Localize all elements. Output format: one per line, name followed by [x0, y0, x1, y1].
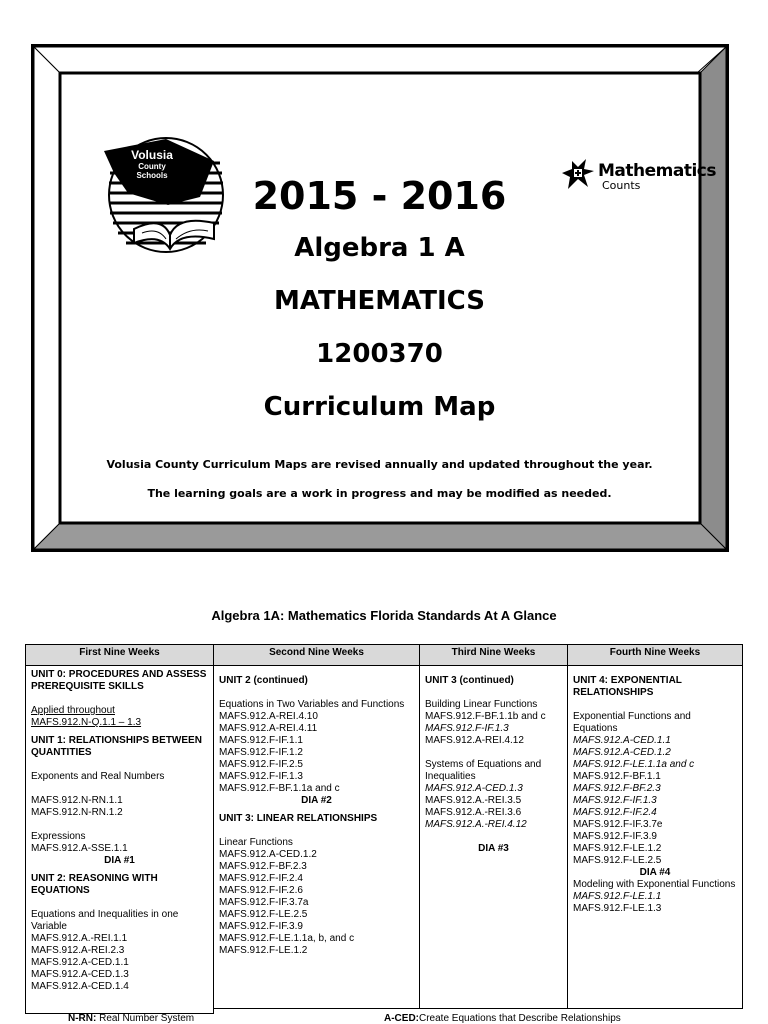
standard-item: MAFS.912.A.-REI.1.1	[31, 933, 128, 944]
standard-item: MAFS.912.F-IF.1.3	[219, 771, 303, 782]
header-third-nine-weeks: Third Nine Weeks	[419, 644, 568, 666]
topic-label: Building Linear Functions	[425, 699, 538, 710]
topic-label: Equations in Two Variables and Functions	[219, 699, 405, 710]
unit-3-heading: UNIT 3: LINEAR RELATIONSHIPS	[219, 813, 378, 824]
standard-item: MAFS.912.A-CED.1.2	[573, 747, 671, 758]
footer-text: Create Equations that Describe Relationships	[419, 1013, 621, 1024]
standard-item: MAFS.912.F-IF.3.7a	[219, 897, 309, 908]
standard-item: MAFS.912.F-IF.3.9	[573, 831, 657, 842]
header-fourth-nine-weeks: Fourth Nine Weeks	[567, 644, 743, 666]
standard-item: MAFS.912.A-CED.1.3	[31, 969, 129, 980]
standard-item: MAFS.912.F-IF.1.2	[219, 747, 303, 758]
topic-label: Expressions	[31, 831, 86, 842]
footer-legend-nrn	[68, 1013, 194, 1024]
standard-item: MAFS.912.N-Q.1.1 – 1.3	[31, 717, 142, 728]
standard-item: MAFS.912.F-IF.1.3	[573, 795, 657, 806]
glance-title: Algebra 1A: Mathematics Florida Standards At A Glance	[211, 608, 557, 623]
footer-code: N-RN:	[68, 1013, 97, 1024]
standard-item: MAFS.912.F-IF.1.3	[425, 723, 509, 734]
standard-item: MAFS.912.A-CED.1.3	[425, 783, 523, 794]
unit-4-heading: UNIT 4: EXPONENTIAL RELATIONSHIPS	[573, 675, 682, 698]
header-second-nine-weeks: Second Nine Weeks	[213, 644, 420, 666]
column-first-nine-weeks	[25, 665, 214, 1014]
footer-legend-aced	[384, 1013, 621, 1024]
footer-text: Real Number System	[99, 1013, 195, 1024]
footer-code: A-CED:	[384, 1013, 419, 1024]
standard-item: MAFS.912.F-BF.2.3	[573, 783, 661, 794]
logo-text-schools: Schools	[136, 171, 168, 180]
dia-label: DIA #4	[639, 867, 671, 878]
logo-text-volusia: Volusia	[131, 148, 173, 162]
cover-course: Algebra 1 A	[294, 233, 465, 263]
column-fourth-nine-weeks	[567, 665, 743, 1009]
standard-item: MAFS.912.F-BF.1.1b and c	[425, 711, 546, 722]
standard-item: MAFS.912.A-CED.1.2	[219, 849, 317, 860]
unit-3-continued-heading: UNIT 3 (continued)	[425, 675, 514, 686]
standard-item: MAFS.912.F-BF.2.3	[219, 861, 307, 872]
cover-doc-type: Curriculum Map	[263, 392, 496, 422]
unit-2-heading: UNIT 2: REASONING WITH EQUATIONS	[31, 873, 158, 896]
cover-note-work-in-progress: The learning goals are a work in progress and may be modified as needed.	[147, 487, 612, 500]
dia-label: DIA #2	[301, 795, 332, 806]
unit-2-continued-heading: UNIT 2 (continued)	[219, 675, 308, 686]
dia-label: DIA #3	[478, 843, 509, 854]
standard-item: MAFS.912.F-BF.1.1	[573, 771, 661, 782]
standard-item: MAFS.912.F-LE.1.2	[573, 843, 662, 854]
standard-item: MAFS.912.F-IF.1.1	[219, 735, 303, 746]
dia-label: DIA #1	[104, 855, 135, 866]
cover-note-revised: Volusia County Curriculum Maps are revised annually and updated throughout the year.	[106, 458, 653, 471]
standard-item: MAFS.912.A-CED.1.1	[573, 735, 671, 746]
topic-label: Modeling with Exponential Functions	[573, 879, 736, 890]
standard-item: MAFS.912.F-IF.2.4	[573, 807, 657, 818]
standard-item: MAFS.912.F-LE.2.5	[573, 855, 662, 866]
topic-label: Exponents and Real Numbers	[31, 771, 165, 782]
standards-table	[25, 644, 743, 1014]
standard-item: MAFS.912.A-REI.4.10	[219, 711, 318, 722]
cover-course-code: 1200370	[316, 339, 443, 369]
topic-label: Equations and Inequalities in one Variable	[31, 909, 179, 932]
standard-item: MAFS.912.F-LE.1.1a, b, and c	[219, 933, 355, 944]
standard-item: MAFS.912.F-LE.2.5	[219, 909, 308, 920]
header-first-nine-weeks: First Nine Weeks	[25, 644, 214, 666]
standard-item: MAFS.912.A-REI.4.12	[425, 735, 524, 746]
standard-item: MAFS.912.F-IF.2.6	[219, 885, 303, 896]
topic-label: Linear Functions	[219, 837, 293, 848]
column-third-nine-weeks	[419, 665, 568, 1009]
standard-item: MAFS.912.N-RN.1.1	[31, 795, 123, 806]
applied-throughout-label: Applied throughout	[31, 705, 115, 716]
standard-item: MAFS.912.F-IF.2.4	[219, 873, 303, 884]
standard-item: MAFS.912.F-IF.3.7e	[573, 819, 663, 830]
logo-text-mathematics: Mathematics	[598, 161, 716, 181]
unit-1-heading: UNIT 1: RELATIONSHIPS BETWEEN QUANTITIES	[31, 735, 202, 758]
standard-item: MAFS.912.F-LE.1.1	[573, 891, 662, 902]
standard-item: MAFS.912.F-LE.1.1a and c	[573, 759, 695, 770]
unit-0-heading: UNIT 0: PROCEDURES AND ASSESS PREREQUISITE SKILLS	[31, 669, 207, 692]
topic-label: Systems of Equations and Inequalities	[425, 759, 542, 782]
cover-year: 2015 - 2016	[252, 174, 507, 218]
cover-frame	[31, 44, 729, 552]
cover-subject: MATHEMATICS	[274, 286, 485, 316]
standard-item: MAFS.912.F-BF.1.1a and c	[219, 783, 340, 794]
standard-item: MAFS.912.A-REI.2.3	[31, 945, 125, 956]
logo-text-county: County	[138, 162, 166, 171]
standard-item: MAFS.912.A-SSE.1.1	[31, 843, 128, 854]
standard-item: MAFS.912.F-IF.2.5	[219, 759, 303, 770]
logo-text-counts: Counts	[602, 179, 641, 192]
standard-item: MAFS.912.A.-REI.3.6	[425, 807, 522, 818]
standard-item: MAFS.912.A.-REI.3.5	[425, 795, 522, 806]
standard-item: MAFS.912.F-IF.3.9	[219, 921, 303, 932]
standard-item: MAFS.912.A-CED.1.4	[31, 981, 129, 992]
cover-content	[60, 74, 716, 522]
column-second-nine-weeks	[213, 665, 420, 1009]
standard-item: MAFS.912.N-RN.1.2	[31, 807, 123, 818]
standard-item: MAFS.912.F-LE.1.2	[219, 945, 308, 956]
standard-item: MAFS.912.A.-REI.4.12	[425, 819, 527, 830]
standard-item: MAFS.912.F-LE.1.3	[573, 903, 662, 914]
topic-label: Exponential Functions and Equations	[573, 711, 691, 734]
standard-item: MAFS.912.A-REI.4.11	[219, 723, 318, 734]
standard-item: MAFS.912.A-CED.1.1	[31, 957, 129, 968]
